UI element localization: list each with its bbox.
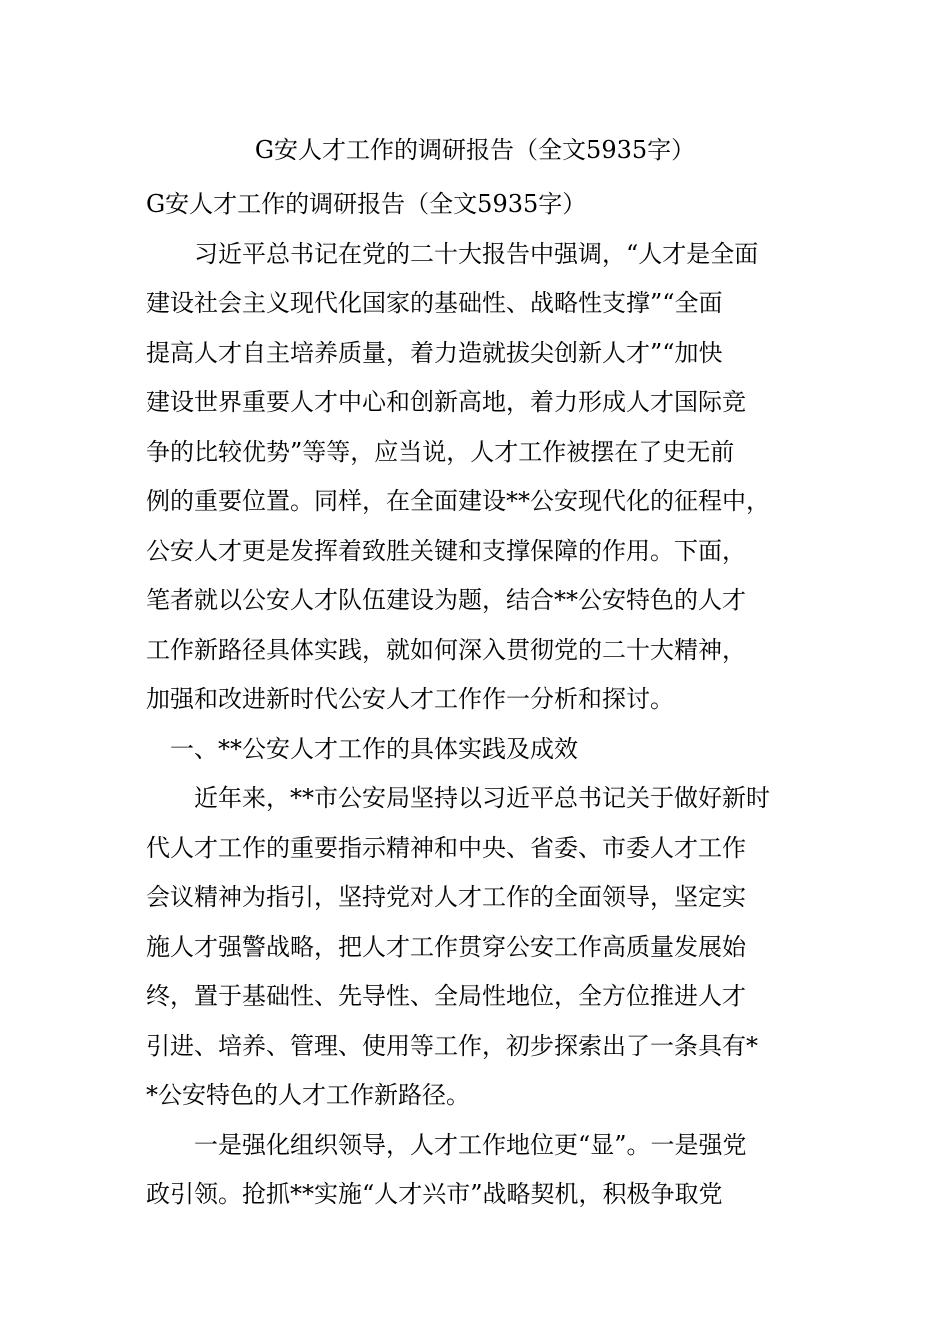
body-line: G安人才工作的调研报告（全文5935字） — [146, 190, 587, 218]
body-line: 笔者就以公安人才队伍建设为题，结合**公安特色的人才 — [146, 586, 746, 614]
body-line: 争的比较优势”等等，应当说，人才工作被摆在了史无前 — [146, 437, 735, 466]
body-line: 政引领。抢抓**实施“人才兴市”战略契机，积极争取党 — [146, 1180, 723, 1208]
body-line: 一是强化组织领导，人才工作地位更“显”。一是强党 — [146, 1130, 747, 1159]
body-line: *公安特色的人才工作新路径。 — [146, 1081, 470, 1109]
body-line: 建设世界重要人才中心和创新高地，着力形成人才国际竞 — [146, 388, 746, 416]
body-line: 公安人才更是发挥着致胜关键和支撑保障的作用。下面， — [146, 536, 746, 565]
body-line: 工作新路径具体实践，就如何深入贯彻党的二十大精神， — [146, 635, 746, 664]
body-line: 代人才工作的重要指示精神和中央、省委、市委人才工作 — [146, 833, 746, 862]
body-line: 终，置于基础性、先导性、全局性地位，全方位推进人才 — [146, 982, 746, 1010]
body-line: 建设社会主义现代化国家的基础性、战略性支撑”“全面 — [146, 289, 723, 317]
body-line: 提高人才自主培养质量，着力造就拔尖创新人才”“加快 — [146, 338, 723, 367]
document-body — [146, 180, 826, 1220]
body-line: 会议精神为指引，坚持党对人才工作的全面领导，坚定实 — [146, 883, 746, 911]
body-line: 施人才强警战略，把人才工作贯穿公安工作高质量发展始 — [146, 932, 746, 961]
section-heading: 一、**公安人才工作的具体实践及成效 — [146, 734, 578, 763]
body-line: 加强和改进新时代公安人才工作作一分析和探讨。 — [146, 685, 674, 713]
body-line: 习近平总书记在党的二十大报告中强调，“人才是全面 — [146, 239, 759, 268]
body-line: 引进、培养、管理、使用等工作，初步探索出了一条具有* — [146, 1031, 758, 1060]
body-line: 近年来，**市公安局坚持以习近平总书记关于做好新时 — [146, 784, 770, 812]
document-title: G安人才工作的调研报告（全文5935字） — [254, 136, 696, 164]
body-line: 例的重要位置。同样，在全面建设**公安现代化的征程中， — [146, 487, 770, 515]
